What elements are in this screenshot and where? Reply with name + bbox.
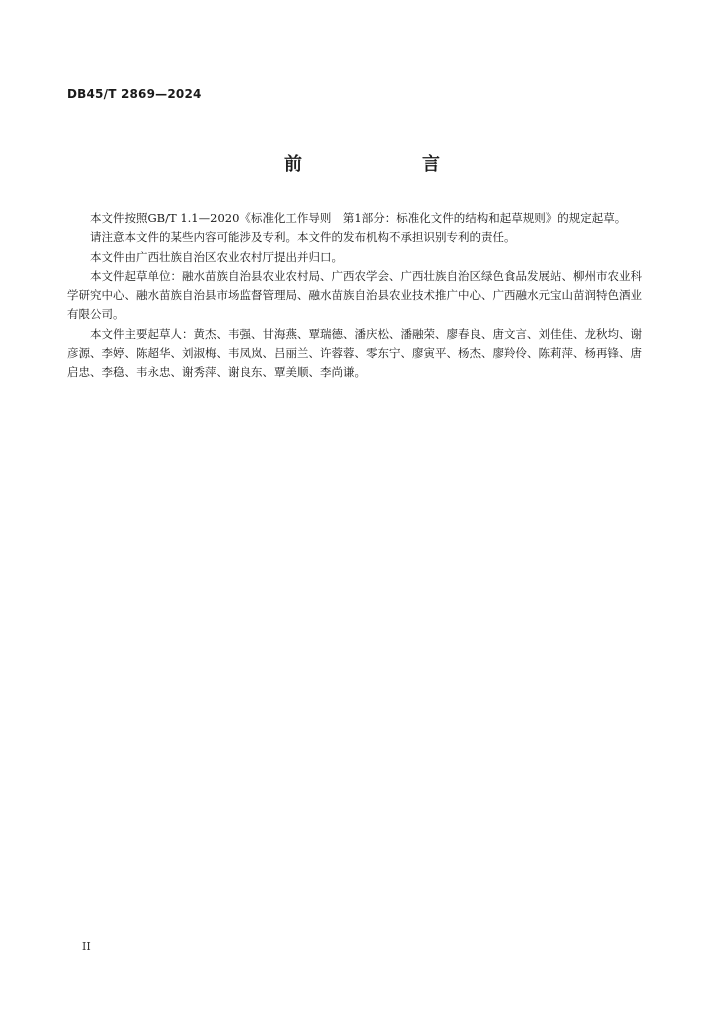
foreword-body (67, 209, 642, 383)
paragraph-drafters: 本文件主要起草人：黄杰、韦强、甘海燕、覃瑞德、潘庆松、潘融荣、廖春良、唐文言、刘佳佳、龙秋均、谢彦源、李婷、陈超华、刘淑梅、韦凤岚、吕丽兰、许蓉蓉、零东宁、廖寅平、杨杰、廖羚伶、陈莉萍、杨再锋、唐启忠、李稳、韦永忠、谢秀萍、谢良东、覃美顺、李尚谦。 (67, 326, 642, 380)
paragraph-patent-notice: 请注意本文件的某些内容可能涉及专利。本文件的发布机构不承担识别专利的责任。 (90, 230, 516, 245)
page-number: II (82, 940, 91, 953)
standard-code: DB45/T 2869—2024 (67, 87, 202, 101)
paragraph-drafting-units: 本文件起草单位：融水苗族自治县农业农村局、广西农学会、广西壮族自治区绿色食品发展站、柳州市农业科学研究中心、融水苗族自治县市场监督管理局、融水苗族自治县农业技术推广中心、广西融水元宝山苗润特色酒业有限公司。 (67, 268, 642, 322)
paragraph-drafting-rules: 本文件按照GB/T 1.1—2020《标准化工作导则 第1部分：标准化文件的结构和起草规则》的规定起草。 (90, 211, 627, 225)
paragraph-proposer: 本文件由广西壮族自治区农业农村厅提出并归口。 (90, 249, 343, 264)
page-title: 前 言 (284, 154, 468, 175)
